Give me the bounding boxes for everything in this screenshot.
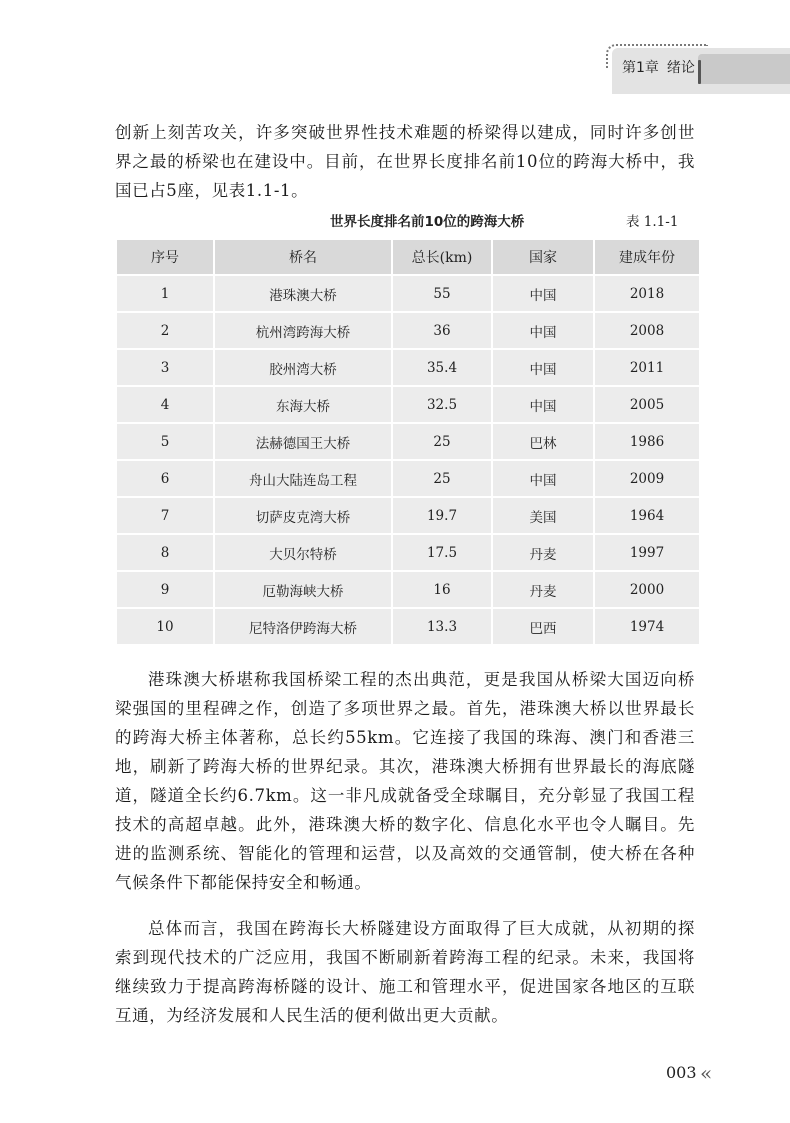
table-number: 表 1.1-1 <box>626 214 679 230</box>
cell-length: 19.7 <box>393 498 491 533</box>
cell-length: 35.4 <box>393 350 491 385</box>
cell-country: 中国 <box>493 350 593 385</box>
body-paragraph: 港珠澳大桥堪称我国桥梁工程的杰出典范，更是我国从桥梁大国迈向桥梁强国的里程碑之作，创造了多项世界之最。首先，港珠澳大桥以世界最长的跨海大桥主体著称，总长约55km。它连接了我国的珠海、澳门和香港三地，刷新了跨海大桥的世界纪录。其次，港珠澳大桥拥有世界最长的海底隧道，隧道全长约6.7km。这一非凡成就备受全球瞩目，充分彰显了我国工程技术的高超卓越。此外，港珠澳大桥的数字化、信息化水平也令人瞩目。先进的监测系统、智能化的管理和运营，以及高效的交通管制，使大桥在各种气候条件下都能保持安全和畅通。 <box>115 670 695 892</box>
cell-index: 4 <box>117 387 213 422</box>
cell-index: 10 <box>117 609 213 644</box>
cell-name: 胶州湾大桥 <box>215 350 391 385</box>
cell-year: 2018 <box>595 276 699 311</box>
cell-name: 法赫德国王大桥 <box>215 424 391 459</box>
header-length: 总长(km) <box>393 240 491 274</box>
cell-country: 中国 <box>493 387 593 422</box>
cell-country: 中国 <box>493 461 593 496</box>
page-arrow-icon: « <box>700 1061 713 1085</box>
table-row <box>117 535 699 570</box>
cell-country: 中国 <box>493 276 593 311</box>
chapter-heading <box>622 54 695 82</box>
header-index: 序号 <box>117 240 213 274</box>
table-row <box>117 609 699 644</box>
cell-index: 5 <box>117 424 213 459</box>
cell-index: 2 <box>117 313 213 348</box>
bridge-table <box>115 238 701 646</box>
table-caption: 世界长度排名前10位的跨海大桥 <box>330 214 525 230</box>
cell-year: 1974 <box>595 609 699 644</box>
page-number: 003 <box>666 1063 697 1082</box>
cell-year: 1986 <box>595 424 699 459</box>
cell-length: 17.5 <box>393 535 491 570</box>
cell-length: 13.3 <box>393 609 491 644</box>
cell-name: 港珠澳大桥 <box>215 276 391 311</box>
cell-country: 丹麦 <box>493 572 593 607</box>
table-row <box>117 424 699 459</box>
cell-name: 东海大桥 <box>215 387 391 422</box>
cell-index: 6 <box>117 461 213 496</box>
header-country: 国家 <box>493 240 593 274</box>
intro-paragraph: 创新上刻苦攻关，许多突破世界性技术难题的桥梁得以建成，同时许多创世界之最的桥梁也在建设中。目前，在世界长度排名前10位的跨海大桥中，我国已占5座，见表1.1-1。 <box>115 123 695 200</box>
cell-year: 2008 <box>595 313 699 348</box>
table-row <box>117 313 699 348</box>
cell-year: 2000 <box>595 572 699 607</box>
cell-name: 舟山大陆连岛工程 <box>215 461 391 496</box>
cell-name: 杭州湾跨海大桥 <box>215 313 391 348</box>
chapter-tab-divider <box>698 60 701 84</box>
header-name: 桥名 <box>215 240 391 274</box>
table-row <box>117 572 699 607</box>
cell-index: 9 <box>117 572 213 607</box>
table-row <box>117 350 699 385</box>
cell-country: 美国 <box>493 498 593 533</box>
cell-name: 切萨皮克湾大桥 <box>215 498 391 533</box>
chapter-tab-shade <box>698 54 790 84</box>
table-row <box>117 498 699 533</box>
cell-length: 25 <box>393 461 491 496</box>
cell-name: 大贝尔特桥 <box>215 535 391 570</box>
cell-index: 7 <box>117 498 213 533</box>
cell-year: 2011 <box>595 350 699 385</box>
cell-length: 25 <box>393 424 491 459</box>
cell-length: 55 <box>393 276 491 311</box>
cell-name: 尼特洛伊跨海大桥 <box>215 609 391 644</box>
cell-length: 36 <box>393 313 491 348</box>
cell-country: 巴西 <box>493 609 593 644</box>
table-row <box>117 276 699 311</box>
cell-name: 厄勒海峡大桥 <box>215 572 391 607</box>
cell-country: 巴林 <box>493 424 593 459</box>
cell-index: 3 <box>117 350 213 385</box>
cell-country: 中国 <box>493 313 593 348</box>
cell-length: 16 <box>393 572 491 607</box>
body-paragraph: 总体而言，我国在跨海长大桥隧建设方面取得了巨大成就，从初期的探索到现代技术的广泛应用，我国不断刷新着跨海工程的纪录。未来，我国将继续致力于提高跨海桥隧的设计、施工和管理水平，促进国家各地区的互联互通，为经济发展和人民生活的便利做出更大贡献。 <box>115 919 695 1025</box>
cell-country: 丹麦 <box>493 535 593 570</box>
cell-length: 32.5 <box>393 387 491 422</box>
table-row <box>117 461 699 496</box>
cell-year: 1964 <box>595 498 699 533</box>
cell-index: 1 <box>117 276 213 311</box>
cell-year: 2009 <box>595 461 699 496</box>
table-header-row <box>117 240 699 274</box>
header-year: 建成年份 <box>595 240 699 274</box>
cell-index: 8 <box>117 535 213 570</box>
cell-year: 1997 <box>595 535 699 570</box>
chapter-title: 绪论 <box>666 60 695 76</box>
cell-year: 2005 <box>595 387 699 422</box>
chapter-number: 第1章 <box>622 60 659 76</box>
table-row <box>117 387 699 422</box>
